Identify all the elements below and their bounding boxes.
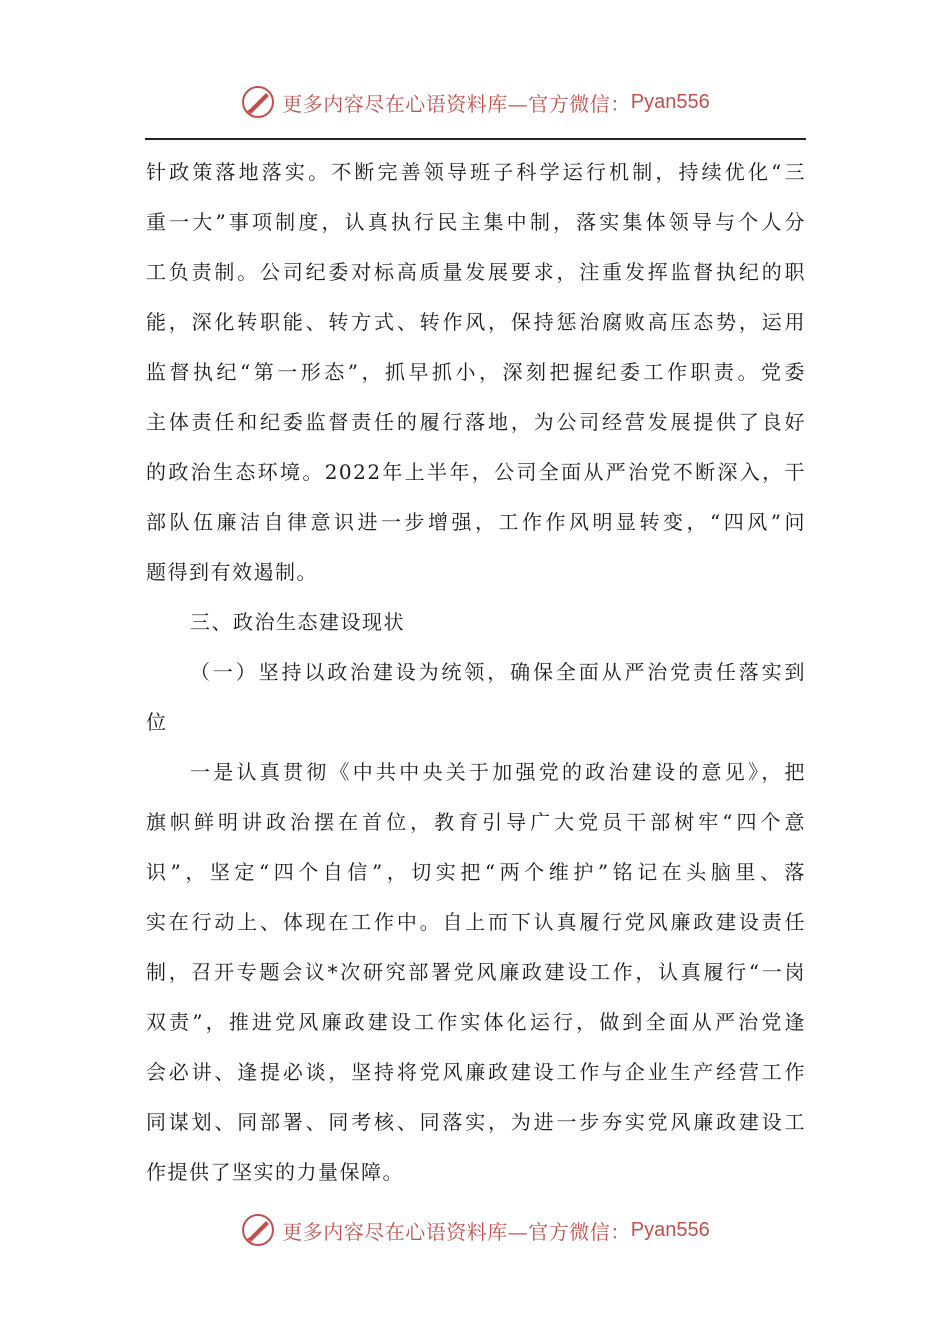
footer-banner (0, 1208, 950, 1252)
body-line: 的政治生态环境。2022年上半年，公司全面从严治党不断深入，干 (146, 460, 806, 484)
body-line: 工负责制。公司纪委对标高质量发展要求，注重发挥监督执纪的职 (146, 260, 806, 284)
body-line: 题得到有效遏制。 (146, 560, 318, 584)
body-line: 针政策落地落实。不断完善领导班子科学运行机制，持续优化“三 (146, 160, 806, 184)
section-heading: 三、政治生态建设现状 (190, 610, 405, 634)
body-line: 旗帜鲜明讲政治摆在首位，教育引导广大党员干部树牢“四个意 (146, 810, 806, 834)
subsection-heading-continued: 位 (146, 710, 168, 734)
quill-logo-icon (240, 1212, 276, 1248)
body-line: 会必讲、逢提必谈，坚持将党风廉政建设工作与企业生产经营工作 (146, 1060, 806, 1084)
body-line: 同谋划、同部署、同考核、同落实，为进一步夯实党风廉政建设工 (146, 1110, 806, 1134)
body-line: 识”，坚定“四个自信”，切实把“两个维护”铭记在头脑里、落 (146, 860, 806, 884)
footer-banner-text: 更多内容尽在心语资料库—官方微信： (282, 1219, 631, 1244)
body-line: 作提供了坚实的力量保障。 (146, 1160, 404, 1184)
header-banner-wechat-id: Pyan556 (630, 90, 710, 113)
document-body (146, 147, 806, 1197)
body-line: 双责”，推进党风廉政建设工作实体化运行，做到全面从严治党逢 (146, 1010, 806, 1034)
body-line: 部队伍廉洁自律意识进一步增强，工作作风明显转变，“四风”问 (146, 510, 806, 534)
header-divider (145, 138, 806, 140)
body-line: 能，深化转职能、转方式、转作风，保持惩治腐败高压态势，运用 (146, 310, 806, 334)
header-banner (0, 80, 950, 124)
subsection-heading: （一）坚持以政治建设为统领，确保全面从严治党责任落实到 (190, 660, 806, 684)
body-line: 重一大”事项制度，认真执行民主集中制，落实集体领导与个人分 (146, 210, 806, 234)
body-line: 制，召开专题会议*次研究部署党风廉政建设工作，认真履行“一岗 (146, 960, 806, 984)
footer-banner-wechat-id: Pyan556 (630, 1218, 710, 1241)
header-banner-text: 更多内容尽在心语资料库—官方微信： (282, 91, 631, 116)
body-line: 实在行动上、体现在工作中。自上而下认真履行党风廉政建设责任 (146, 910, 806, 934)
body-line: 主体责任和纪委监督责任的履行落地，为公司经营发展提供了良好 (146, 410, 806, 434)
body-line: 监督执纪“第一形态”，抓早抓小，深刻把握纪委工作职责。党委 (146, 360, 806, 384)
quill-logo-icon (240, 84, 276, 120)
body-line: 一是认真贯彻《中共中央关于加强党的政治建设的意见》，把 (190, 760, 806, 784)
